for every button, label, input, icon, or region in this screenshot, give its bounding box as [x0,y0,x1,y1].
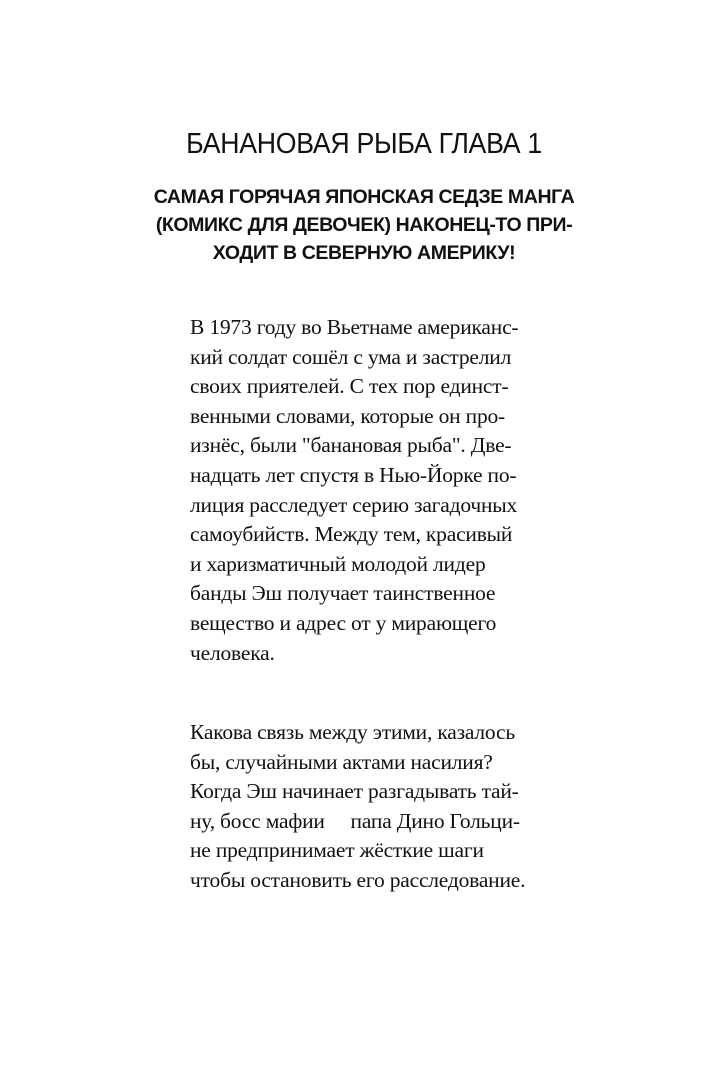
text-line: кий солдат сошёл с ума и застрелил [190,344,512,369]
text-line: чтобы остановить его расследование. [190,867,526,892]
text-line: ну, босс мафии папа Дино Гольци- [190,808,520,833]
page-title: БАНАНОВАЯ РЫБА ГЛАВА 1 [186,128,542,160]
text-line: изнёс, были "банановая рыба". Две- [190,433,512,458]
text-line: не предпринимает жёсткие шаги [190,838,484,863]
text-line: вещество и адрес от у мирающего [190,610,497,635]
subtitle-line: ХОДИТ В СЕВЕРНУЮ АМЕРИКУ! [212,242,516,264]
text-line: бы, случайными актами насилия? [190,749,493,774]
text-line: человека. [190,640,275,665]
text-line: Какова связь между этими, казалось [190,720,515,744]
synopsis-paragraph-1 [190,313,570,668]
text-line: надцать лет спустя в Нью-Йорке по- [190,462,517,487]
text-line: самоубийств. Между тем, красивый [190,522,513,547]
page-subtitle [150,183,578,267]
synopsis-paragraph-2 [190,718,570,896]
text-line: венными словами, которые он про- [190,403,505,428]
subtitle-line: (КОМИКС ДЛЯ ДЕВОЧЕК) НАКОНЕЦ-ТО ПРИ- [155,214,573,236]
text-line: лиция расследует серию загадочных [190,492,518,517]
text-line: Когда Эш начинает разгадывать тай- [190,779,519,804]
subtitle-line: САМАЯ ГОРЯЧАЯ ЯПОНСКАЯ СЕДЗЕ МАНГА [153,186,575,208]
text-line: своих приятелей. С тех пор единст- [190,374,509,399]
text-line: и харизматичный молодой лидер [190,551,486,576]
text-line: банды Эш получает таинственное [190,581,496,606]
text-line: В 1973 году во Вьетнаме американс- [190,315,519,339]
